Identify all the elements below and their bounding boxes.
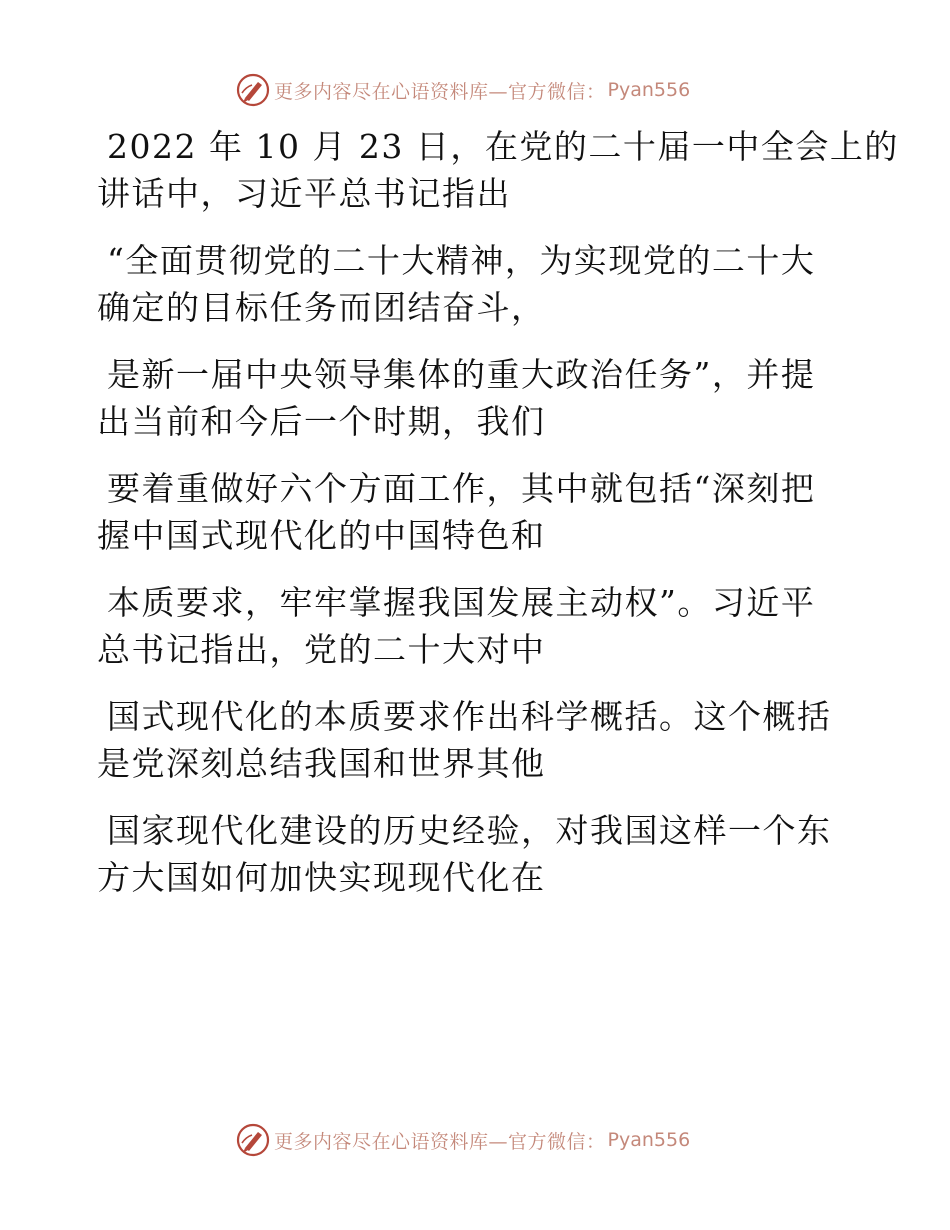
text-line: 确定的目标任务而团结奋斗， bbox=[97, 288, 546, 327]
text-line: 是党深刻总结我国和世界其他 bbox=[97, 744, 546, 783]
paragraph bbox=[97, 237, 837, 331]
paragraph bbox=[97, 351, 837, 445]
text-line: 要着重做好六个方面工作，其中就包括“深刻把 bbox=[107, 469, 816, 508]
watermark-handle: Pyan556 bbox=[607, 1129, 691, 1151]
text-line: 2022 年 10 月 23 日，在党的二十届一中全会上的 bbox=[107, 127, 899, 166]
watermark-text: 更多内容尽在心语资料库—官方微信： bbox=[274, 80, 606, 103]
paragraph bbox=[97, 465, 837, 559]
footer-watermark bbox=[236, 1122, 690, 1158]
text-line: 出当前和今后一个时期，我们 bbox=[97, 402, 546, 441]
paragraph bbox=[97, 579, 837, 673]
pen-logo-icon bbox=[236, 1123, 270, 1157]
text-line: 本质要求，牢牢掌握我国发展主动权”。习近平 bbox=[107, 583, 816, 622]
text-line: 方大国如何加快实现现代化在 bbox=[97, 858, 546, 897]
text-line: 讲话中，习近平总书记指出 bbox=[97, 174, 511, 213]
paragraph bbox=[97, 693, 837, 787]
text-line: 总书记指出，党的二十大对中 bbox=[97, 630, 546, 669]
paragraph bbox=[97, 807, 837, 901]
watermark-text: 更多内容尽在心语资料库—官方微信： bbox=[274, 1130, 606, 1153]
pen-logo-icon bbox=[236, 73, 270, 107]
text-line: 握中国式现代化的中国特色和 bbox=[97, 516, 546, 555]
text-line: 是新一届中央领导集体的重大政治任务”，并提 bbox=[107, 355, 816, 394]
watermark-handle: Pyan556 bbox=[607, 79, 691, 101]
text-line: “全面贯彻党的二十大精神，为实现党的二十大 bbox=[107, 241, 816, 280]
text-line: 国家现代化建设的历史经验，对我国这样一个东 bbox=[107, 811, 832, 850]
paragraph bbox=[97, 123, 899, 217]
document-body bbox=[97, 123, 899, 921]
header-watermark bbox=[236, 72, 690, 108]
text-line: 国式现代化的本质要求作出科学概括。这个概括 bbox=[107, 697, 832, 736]
